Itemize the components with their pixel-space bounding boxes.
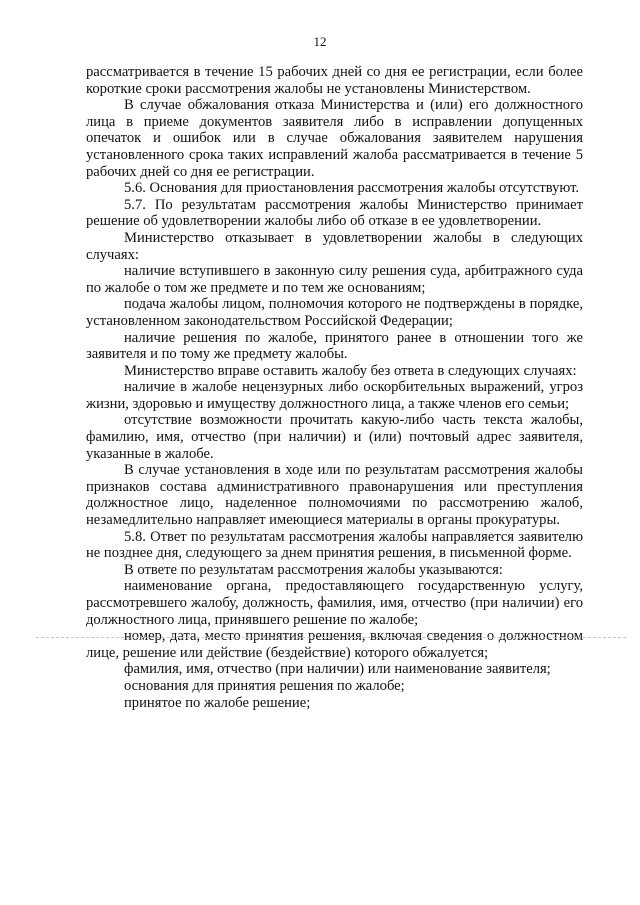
list-item-unreadable-text: отсутствие возможности прочитать какую-либо часть текста жалобы, фамилию, имя, отчество (при наличии) и (или) почтовый адрес заявителя, указанные в жалобе. <box>86 412 583 462</box>
list-item-applicant-name: фамилия, имя, отчество (при наличии) или наименование заявителя; <box>124 661 551 678</box>
list-item-authority-name: наименование органа, предоставляющего государственную услугу, рассмотревшего жалобу, должность, фамилия, имя, отчество (при наличии) его должностного лица, принявшего решение по жалобе; <box>86 578 583 628</box>
paragraph-section-5-7: 5.7. По результатам рассмотрения жалобы Министерство принимает решение об удовлетворении жалобы либо об отказе в ее удовлетворении. <box>86 196 583 230</box>
scan-artifact-line <box>36 637 626 638</box>
paragraph-no-answer-cases-intro: Министерство вправе оставить жалобу без ответа в следующих случаях: <box>124 362 577 379</box>
list-item-decision-details: номер, дата, место принятия решения, включая сведения о должностном лице, решение или действие (бездействие) которого обжалуется; <box>86 628 583 661</box>
list-item-unconfirmed-authority: подача жалобы лицом, полномочия которого не подтверждены в порядке, установленном законодательством Российской Федерации; <box>86 296 583 329</box>
paragraph-answer-contents-intro: В ответе по результатам рассмотрения жалобы указываются: <box>124 561 503 578</box>
list-item-decision-taken: принятое по жалобе решение; <box>124 694 311 711</box>
paragraph-prosecution-referral: В случае установления в ходе или по результатам рассмотрения жалобы признаков состава административного правонарушения или преступления должностное лицо, наделенное полномочиями по рассмотрению жалоб, незамедлительно направляет имеющиеся материалы в органы прокуратуры. <box>86 462 583 529</box>
paragraph-section-5-8: 5.8. Ответ по результатам рассмотрения жалобы направляется заявителю не позднее дня, следующего за днем принятия решения, в письменной форме. <box>86 528 583 562</box>
list-item-decision-grounds: основания для принятия решения по жалобе; <box>124 677 405 694</box>
list-item-obscene-language: наличие в жалобе нецензурных либо оскорбительных выражений, угроз жизни, здоровью и имуществу должностного лица, а также членов его семьи; <box>86 379 583 412</box>
paragraph-appeal-refusal-period: В случае обжалования отказа Министерства и (или) его должностного лица в приеме документов заявителя либо в исправлении допущенных опечаток и ошибок или в случае обжалования заявителем нарушения установленного срока таких исправлений жалоба рассматривается в течение 5 рабочих дней со дня ее регистрации. <box>86 97 583 180</box>
paragraph-refusal-cases-intro: Министерство отказывает в удовлетворении жалобы в следующих случаях: <box>86 229 583 263</box>
document-body <box>86 64 583 711</box>
list-item-prior-decision: наличие решения по жалобе, принятого ранее в отношении того же заявителя и по тому же предмету жалобы. <box>86 329 583 363</box>
page-number: 12 <box>313 34 327 49</box>
paragraph-section-5-6: 5.6. Основания для приостановления рассмотрения жалобы отсутствуют. <box>124 180 580 197</box>
list-item-court-decision: наличие вступившего в законную силу решения суда, арбитражного суда по жалобе о том же предмете и по тем же основаниям; <box>86 263 583 296</box>
paragraph-review-period-continuation: рассматривается в течение 15 рабочих дней со дня ее регистрации, если более короткие сроки рассмотрения жалобы не установлены Министерством. <box>86 64 583 97</box>
